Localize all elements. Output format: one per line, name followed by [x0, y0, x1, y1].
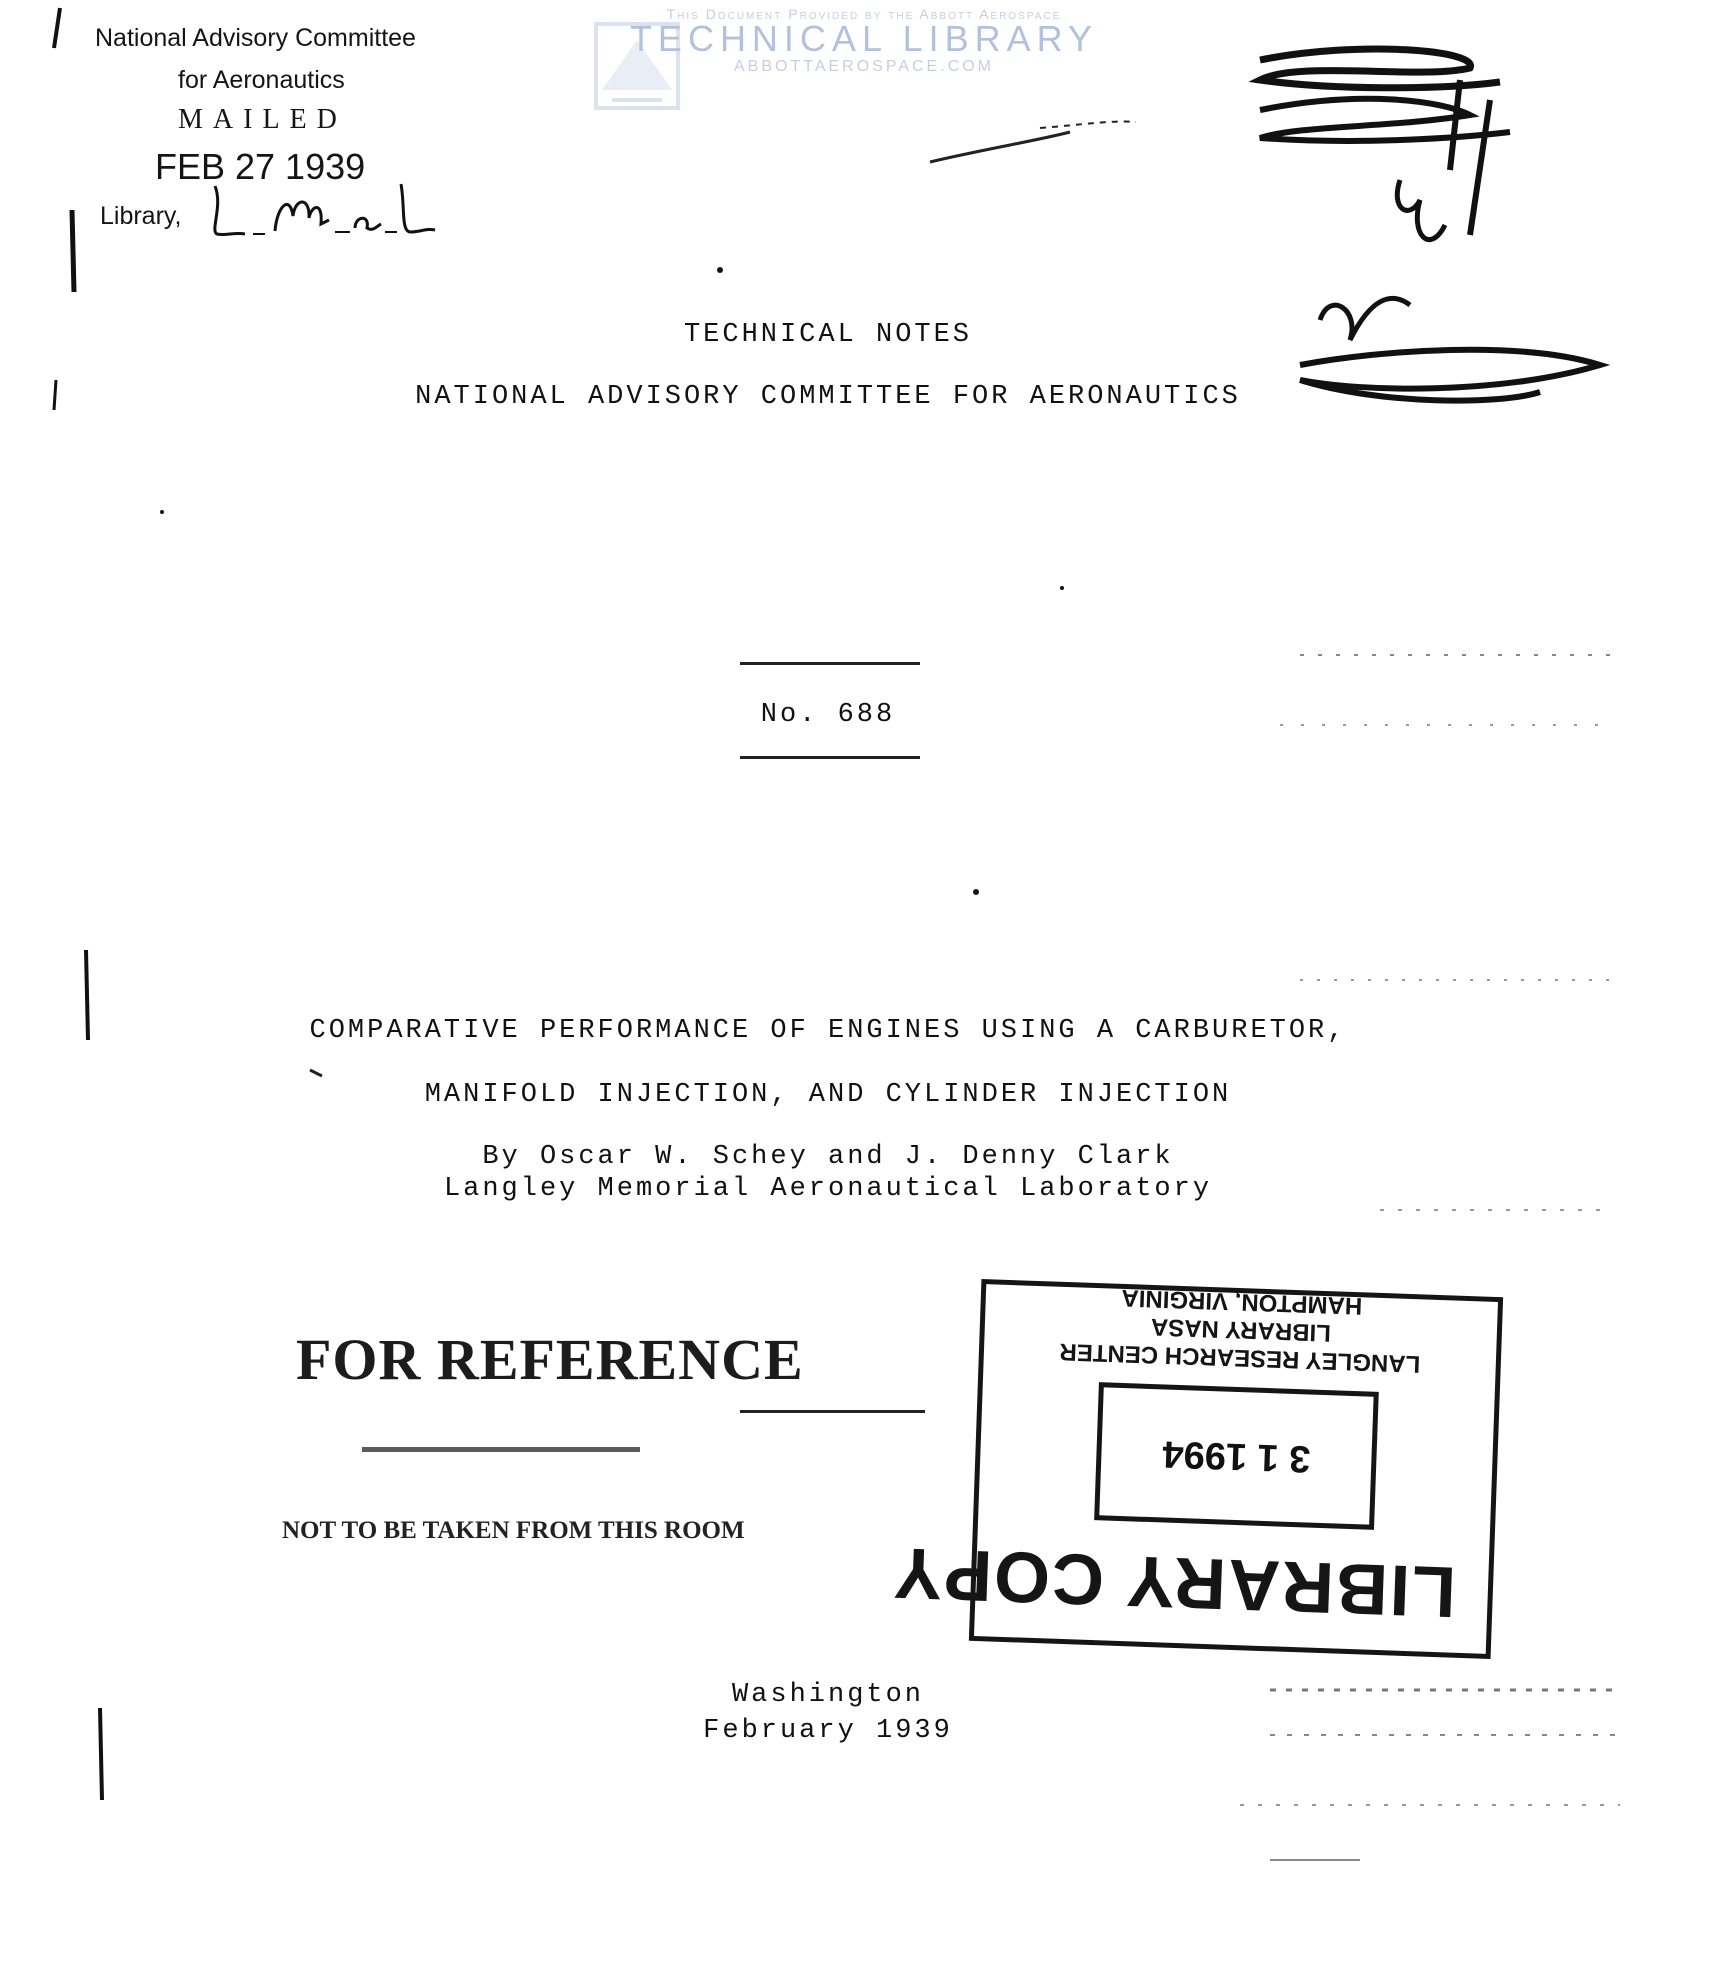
reference-underline [740, 1410, 925, 1413]
library-stamp-location: HAMPTON, VIRGINIA [1120, 1283, 1363, 1320]
publication-date: February 1939 [703, 1716, 953, 1746]
publication-place: Washington [731, 1680, 925, 1710]
library-copy-label: LIBRARY COPY [890, 1532, 1458, 1632]
library-stamp-center: LANGLEY RESEARCH CENTER [1059, 1337, 1421, 1378]
mailed-stamp-line1: National Advisory Committee [95, 24, 416, 52]
committee-name: NATIONAL ADVISORY COMMITTEE FOR AERONAUTICS [415, 382, 1241, 412]
series-title: TECHNICAL NOTES [683, 320, 973, 350]
library-copy-stamp [890, 1279, 1503, 1659]
watermark-title: TECHNICAL LIBRARY [629, 18, 1099, 59]
for-reference-stamp: FOR REFERENCE [296, 1327, 804, 1392]
note-number: No. 688 [760, 700, 896, 730]
handwritten-scribble-icon [1240, 20, 1620, 440]
report-title-line1: COMPARATIVE PERFORMANCE OF ENGINES USING A CARBURETOR, [309, 1016, 1347, 1046]
mailed-stamp-line2: for Aeronautics [178, 66, 345, 94]
report-title-line2: MANIFOLD INJECTION, AND CYLINDER INJECTION [424, 1080, 1232, 1110]
mailed-stamp-mailed: MAILED [178, 104, 347, 135]
library-stamp-nasa: LIBRARY NASA [1150, 1312, 1332, 1347]
watermark-url: ABBOTTAEROSPACE.COM [734, 58, 994, 75]
number-rule-bottom [740, 756, 920, 759]
watermark-provider-line: This Document Provided by the Abbott Aerospace [666, 6, 1062, 22]
mailed-stamp-library: Library, [100, 202, 182, 230]
authors: By Oscar W. Schey and J. Denny Clark [482, 1142, 1174, 1172]
received-date: 3 1 1994 [1161, 1432, 1312, 1481]
received-date-box [1094, 1382, 1379, 1530]
mailed-stamp-date: FEB 27 1939 [155, 146, 366, 187]
handwritten-signature-icon [205, 176, 455, 246]
reference-smudge-line [362, 1447, 640, 1452]
affiliation: Langley Memorial Aeronautical Laboratory [443, 1174, 1213, 1204]
number-rule-top [740, 662, 920, 665]
not-to-be-taken-stamp: NOT TO BE TAKEN FROM THIS ROOM [282, 1517, 745, 1544]
